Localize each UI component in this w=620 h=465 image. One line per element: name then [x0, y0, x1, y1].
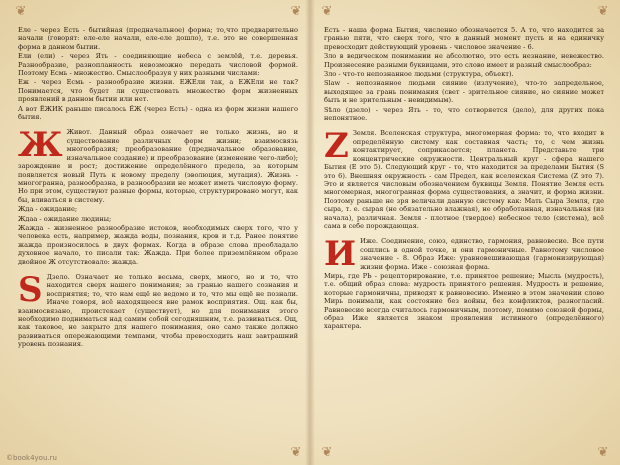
section-izhe	[324, 234, 604, 331]
paragraph: Sѣло (дзело) - через Ять - то, что сотворяется (дело), для других пока непонятное.	[324, 105, 604, 123]
corner-ornament-icon: ❦	[597, 4, 609, 19]
list-item: Жажда - жизненное разнообразие истоков, необходимых сверх того, что у человека есть, например, жажда воды, познания, кров и т.д. Ранее понятие жажда произносилось в двух формах. Когда в образе слова преобладало духовное начало, то писали так: Жажда. При более приземлённом образе двойное Ж отсутствовало: жажда.	[18, 223, 298, 266]
paragraph: Зло - что-то непознанное людьми (структура, объект).	[324, 70, 514, 79]
section-text: Мирь, где РЬ - рецепторирование, т.е. принятое решение; Мысль (мудрость), т.е. общий образ слова: мудрость принятого решения. Мудрость и решение, которые гармоничны, приводят к равновесию. Именно в этом значении слово Мирь понимали, как состояние без войны, без конфликтов, разногласий. Равновесие всегда считалось гармоничным, поэтому, помимо союзной формы, образ Иже является знаком проявления истинного (определённого) характера.	[324, 271, 604, 331]
paragraph: Ели (ели) - через Ять - соединяющие небеса с землёй, т.е. деревья. Разнообразие, разнопланность невозможно передать числовой формой. Поэтому Есмь - множество. Смыслообразуя у них разными числами:	[18, 52, 298, 78]
paragraph: Есть - наша форма Бытия, численно обозначается 5. А то, что находится за гранью пяти, что сверх того, что в данный момент пусть и на единичку превосходит действующий уровень - числовое значение - 6.	[324, 26, 604, 51]
corner-ornament-icon: ❦	[321, 445, 333, 460]
list-item: Ждаа - ожидание людины;	[18, 214, 112, 223]
list-item: Жда - ожидание;	[18, 205, 78, 214]
section-zhivot	[18, 125, 298, 266]
right-page	[312, 0, 620, 465]
drop-cap: Ж	[18, 125, 63, 166]
drop-cap: S	[18, 269, 43, 310]
section-text: Живот. Данный образ означает не только жизнь, но и существование различных форм жизни; взаимосвязь многообразия; преобразование (предначальное образование, изначальное создание) и преобразование (изменение чего-либо); зарождение и рост; достижение определённого предела, за которым появляется новый Путь к новому пределу (эволюция, мутация). Жизнь - многогранна, разнообразна, в разнообразии не может иметь числовую форму. Но при этом, существуют разные формы, которые, структурировано могут, как бы, вливаться в систему.	[18, 128, 298, 204]
section-zemlya	[324, 126, 604, 230]
corner-ornament-icon: ❦	[290, 4, 302, 19]
corner-ornament-icon: ❦	[321, 4, 333, 19]
section-text: Земля. Вселенская структура, многомерная форма: то, что входит в определённую систему как составная часть; то, с чем жизнь контактирует, соприкасается; планета. Представьте три концентрические окружности. Центральный круг - сфера нашего Бытия (Е это 5). Следующий круг - то, что находится за пределами Бытия (S это 6). Внешняя окружность - сам Предел, как вселенская Система (Z это 7). Это и является числовым обозначением буквицы Земля. Понятие Земля есть многомерная, многогранная форма существования, а значит, и форма жизни. Поэтому раньше не зря величали данную систему как: Мать Сыра Земля, где сыра, т. е. сырая (не обязательно влажная), не обработанная, изначальная (из начала), различная. Земля - плотное (твердое) небесное тело (система), всё сама в себе порождающая.	[324, 129, 604, 230]
corner-ornament-icon: ❦	[597, 445, 609, 460]
drop-cap: И	[324, 234, 357, 275]
paragraph: Slaw - непознанное людьми сияние (излучение), что-то запредельное, выходящее за грань понимания (свет - зрительное сияние, но сияние может быть и не зрительным - невидимым).	[324, 79, 604, 105]
watermark: ©book4you.ru	[6, 454, 57, 462]
section-dzelo	[18, 269, 298, 349]
drop-cap: Z	[324, 126, 349, 167]
paragraph: А вот ЁЖИК раньше писалось ЁЖ (через Есть) - одна из форм жизни нашего бытия.	[18, 104, 298, 122]
left-page	[0, 0, 308, 465]
section-text: Дзело. Означает не только весьма, сверх, много, но и то, что находится сверх нашего понимания; за гранью нашего сознания и восприятия; то, что нам ещё не ведомо и то, что мы ещё не познали. Иначе говоря, всё находящееся вне рамок восприятия. Ощ. как бы, взаимосвязано, проистекает (существует), но для понимания этого необходимо подниматься над самим собой сегодняшним, т.е. развиваться. Ощ, как таковое, не закрыто для нашего понимания, оно само также должно развиваться опережающими темпами, чтобы превосходить наш завтрашний уровень познания.	[18, 272, 298, 349]
paragraph: Еж - через Есмь - разнообразие жизни. ЕЖЕли так, а ЕЖЕли не так? Понимается, что будет ли существовать множество форм жизненных проявлений в данном бытии или нет.	[18, 78, 298, 104]
corner-ornament-icon: ❦	[15, 4, 27, 19]
section-text: Иже. Соединение, союз, единство, гармония, равновесие. Все пути сошлись в одной точке, и они гармоничные. Равнотому числовое значение - 8. Образ Иже: уравновешивающая (гармонизирующая) жизни форма. Иже - союзная форма.	[360, 237, 604, 271]
paragraph: Зло в ведическом понимании не абсолютно, это есть незнание, невежество. Произнесение разными буквицами, это слово имеет и разный смыслообраз:	[324, 52, 604, 69]
corner-ornament-icon: ❦	[290, 445, 302, 460]
paragraph: Еле - через Есть - бытийная (предначальное) форма; то,что предварительно начали (говорят: еле-еле начали, еле-еле дошло), т.е. это не совершенная форма в данном бытии.	[18, 26, 298, 51]
